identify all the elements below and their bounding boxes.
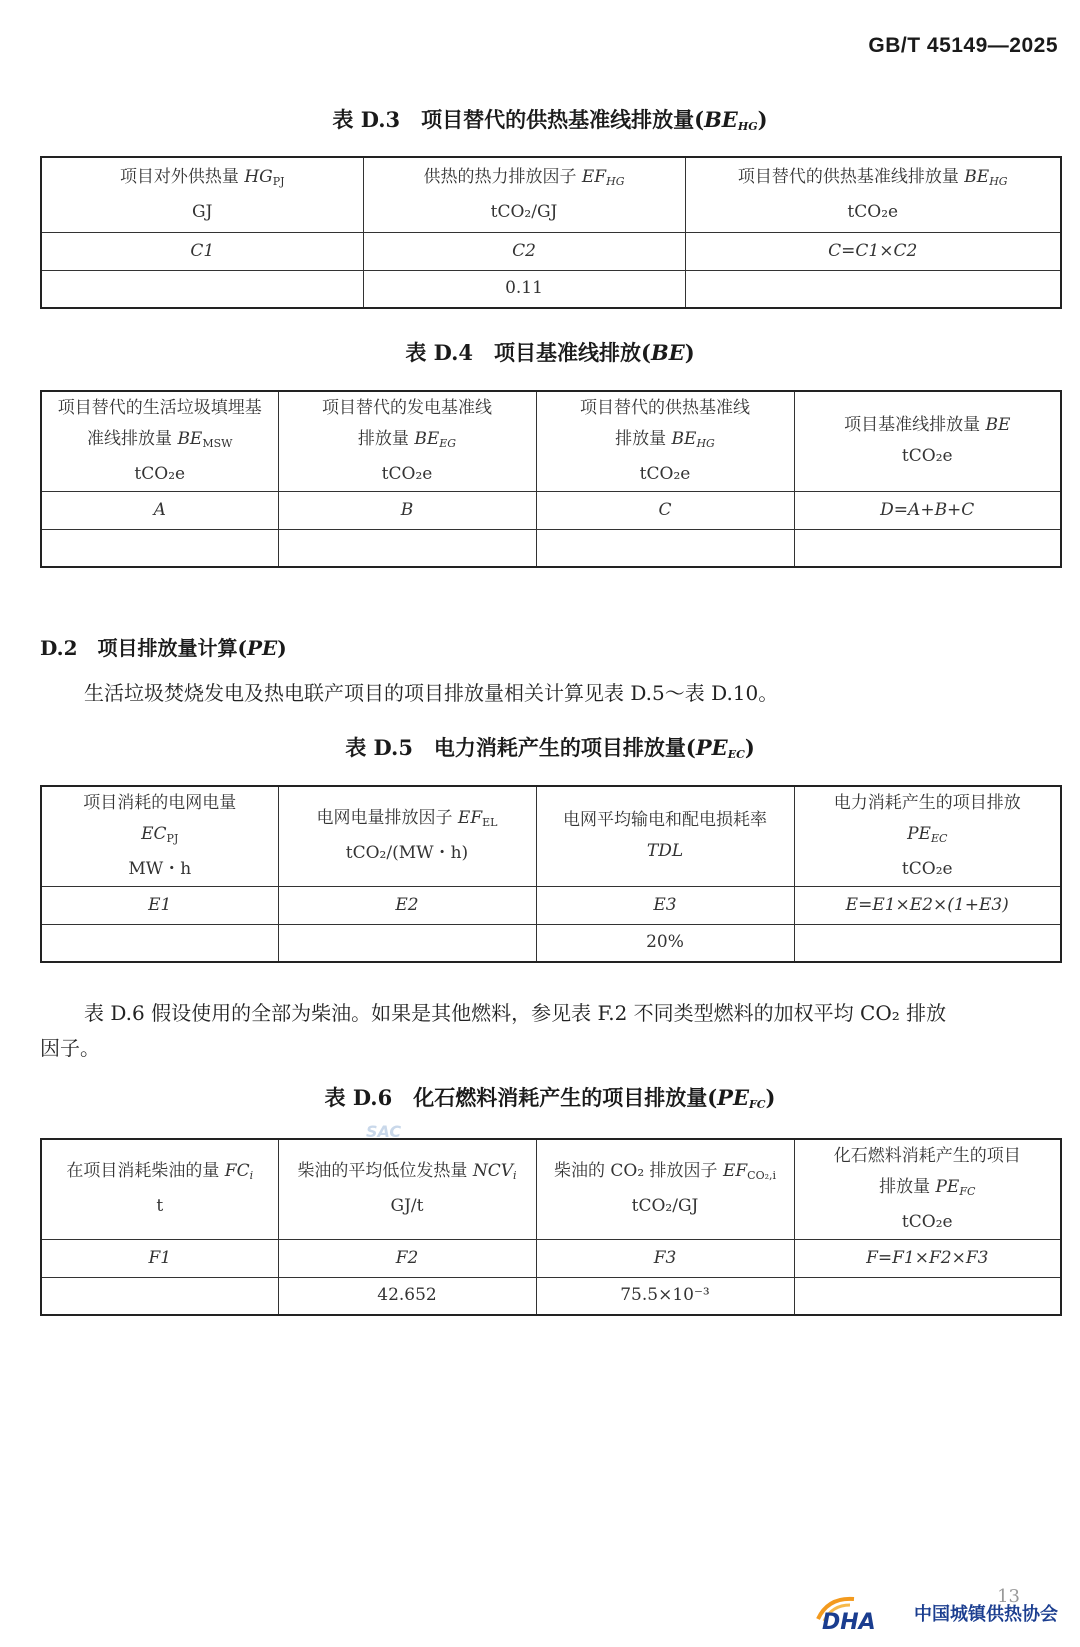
table-cell: F3 <box>536 1239 794 1277</box>
table-cell: D=A+B+C <box>794 491 1061 529</box>
header-cell: 项目替代的供热基准线排放量 BEHG tCO₂e <box>685 157 1061 232</box>
header-cell: 项目对外供热量 $HG_{PJ}$ GJ <box>41 157 363 232</box>
table-d3 <box>40 156 1062 309</box>
table-cell: 0.11 <box>363 270 685 308</box>
table-header-row <box>41 1139 1061 1239</box>
table-d5-caption: 表 D.5 电力消耗产生的项目排放量(PEEC) <box>345 735 755 761</box>
table-cell: 42.652 <box>278 1277 536 1315</box>
table-cell: 20% <box>536 924 794 962</box>
association-logo <box>814 1593 1058 1633</box>
header-cell: 项目替代的供热基准线 排放量 BEHG tCO₂e <box>536 391 794 491</box>
header-cell: 在项目消耗柴油的量 FCi t <box>41 1139 278 1239</box>
table-cell: C <box>536 491 794 529</box>
table-header-row <box>41 157 1061 232</box>
header-cell: 电网平均输电和配电损耗率 TDL <box>536 786 794 886</box>
table-row <box>41 491 1061 529</box>
table-row <box>41 529 1061 567</box>
table-cell <box>41 270 363 308</box>
table-header-row <box>41 786 1061 886</box>
table-cell <box>278 529 536 567</box>
table-cell: C2 <box>363 232 685 270</box>
note-line-2: 因子。 <box>40 1036 100 1060</box>
header-cell: 化石燃料消耗产生的项目 排放量 PEFC tCO₂e <box>794 1139 1061 1239</box>
table-cell <box>41 1277 278 1315</box>
table-d3-caption: 表 D.3 项目替代的供热基准线排放量(BEHG) <box>332 107 768 133</box>
table-cell: 75.5×10⁻³ <box>536 1277 794 1315</box>
table-cell: E3 <box>536 886 794 924</box>
header-cell: 柴油的 CO₂ 排放因子 $EF_{CO_2,i}$ tCO₂/GJ <box>536 1139 794 1239</box>
table-cell: F=F1×F2×F3 <box>794 1239 1061 1277</box>
table-cell: E2 <box>278 886 536 924</box>
table-cell <box>685 270 1061 308</box>
table-d6-caption: 表 D.6 化石燃料消耗产生的项目排放量(PEFC) <box>324 1085 776 1111</box>
page-number: 13 <box>997 1586 1020 1607</box>
table-d6 <box>40 1138 1062 1316</box>
table-row <box>41 270 1061 308</box>
table-cell <box>41 924 278 962</box>
table-cell <box>794 1277 1061 1315</box>
table-row <box>41 232 1061 270</box>
header-cell: 供热的热力排放因子 EFHG tCO₂/GJ <box>363 157 685 232</box>
table-cell <box>41 529 278 567</box>
table-d4-caption: 表 D.4 项目基准线排放(BE) <box>405 340 695 365</box>
table-d4 <box>40 390 1062 568</box>
table-cell: C1 <box>41 232 363 270</box>
watermark: SAC <box>366 1122 402 1141</box>
table-d5 <box>40 785 1062 963</box>
table-row <box>41 924 1061 962</box>
header-cell: 项目消耗的电网电量 $EC_{PJ}$ MW・h <box>41 786 278 886</box>
table-cell <box>278 924 536 962</box>
header-cell: 柴油的平均低位发热量 NCVi GJ/t <box>278 1139 536 1239</box>
table-cell: F2 <box>278 1239 536 1277</box>
table-cell: E=E1×E2×(1+E3) <box>794 886 1061 924</box>
section-paragraph: 生活垃圾焚烧发电及热电联产项目的项目排放量相关计算见表 D.5～表 D.10。 <box>84 681 779 705</box>
table-cell <box>794 924 1061 962</box>
header-cell: 项目基准线排放量 BE tCO₂e <box>794 391 1061 491</box>
logo-text: 中国城镇供热协会 <box>914 1604 1058 1625</box>
table-header-row <box>41 391 1061 491</box>
header-cell: 项目替代的生活垃圾填埋基 准线排放量 $BE_{MSW}$ tCO₂e <box>41 391 278 491</box>
table-cell: F1 <box>41 1239 278 1277</box>
table-cell <box>794 529 1061 567</box>
table-row <box>41 886 1061 924</box>
note-line-1: 表 D.6 假设使用的全部为柴油。如果是其他燃料，参见表 F.2 不同类型燃料的加权平均 CO₂ 排放 <box>84 1001 947 1025</box>
logo-mark: DHA <box>822 1610 876 1633</box>
header-cell: 项目替代的发电基准线 排放量 BEEG tCO₂e <box>278 391 536 491</box>
table-row <box>41 1239 1061 1277</box>
table-cell: E1 <box>41 886 278 924</box>
table-cell: A <box>41 491 278 529</box>
document-id: GB/T 45149—2025 <box>868 34 1058 57</box>
table-cell: B <box>278 491 536 529</box>
section-heading: D.2 项目排放量计算(PE) <box>40 636 287 660</box>
table-cell <box>536 529 794 567</box>
table-row <box>41 1277 1061 1315</box>
table-cell: C=C1×C2 <box>685 232 1061 270</box>
header-cell: 电网电量排放因子 $EF_{EL}$ tCO₂/(MW・h) <box>278 786 536 886</box>
header-cell: 电力消耗产生的项目排放 PEEC tCO₂e <box>794 786 1061 886</box>
dha-logo-icon <box>814 1593 906 1633</box>
